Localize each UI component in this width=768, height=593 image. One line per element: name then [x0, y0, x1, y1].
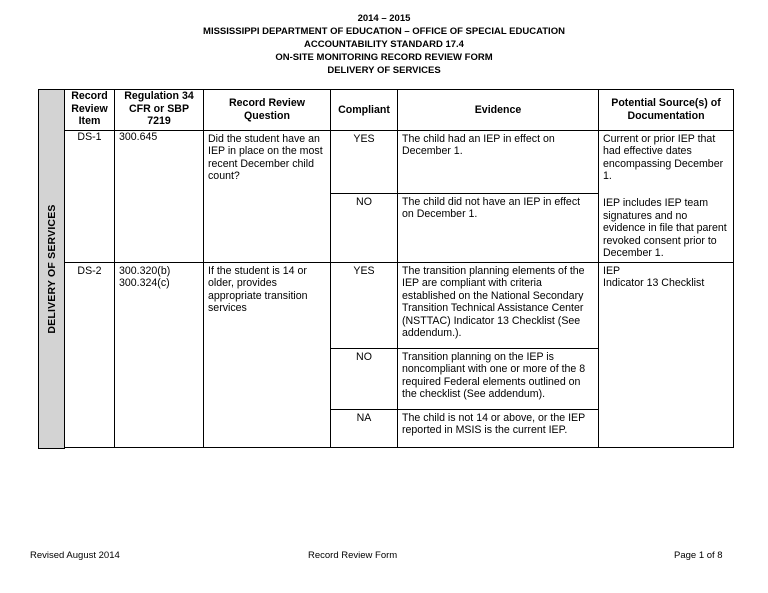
col-header-regulation: Regulation 34 CFR or SBP 7219 [115, 90, 204, 131]
item-id-ds2: DS-2 [65, 262, 115, 447]
footer-revised: Revised August 2014 [30, 550, 120, 561]
record-review-table [38, 89, 734, 449]
evidence-ds1-no: The child did not have an IEP in effect on December 1. [398, 193, 599, 262]
source-ds2 [599, 262, 734, 447]
footer-page-number: Page 1 of 8 [674, 550, 723, 561]
side-section-label [39, 90, 65, 449]
source-ds1-b: IEP includes IEP team signatures and no evidence in file that parent revoked consent prior to December 1. [599, 193, 734, 262]
compliant-ds1-yes: YES [331, 130, 398, 193]
compliant-ds1-no: NO [331, 193, 398, 262]
compliant-ds2-no: NO [331, 348, 398, 409]
header-department: MISSISSIPPI DEPARTMENT OF EDUCATION – OFFICE OF SPECIAL EDUCATION [203, 26, 565, 37]
source-ds2-iep: IEP [603, 264, 621, 277]
header-year: 2014 – 2015 [357, 13, 411, 24]
compliant-ds2-na: NA [331, 409, 398, 447]
evidence-ds1-yes: The child had an IEP in effect on December 1. [398, 130, 599, 193]
compliant-ds2-yes: YES [331, 262, 398, 348]
col-header-record-item: Record Review Item [65, 90, 115, 131]
header-standard: ACCOUNTABILITY STANDARD 17.4 [304, 39, 464, 50]
item-id-ds1: DS-1 [65, 130, 115, 262]
evidence-ds2-yes: The transition planning elements of the IEP are compliant with criteria established on the National Secondary Transition Technical Assistance Center (NSTTAC) Indicator 13 Checklist (See addendum.). [398, 262, 599, 348]
item-question-ds2: If the student is 14 or older, provides appropriate transition services [204, 262, 331, 447]
evidence-ds2-na: The child is not 14 or above, or the IEP reported in MSIS is the current IEP. [398, 409, 599, 447]
item-regulation-ds2: 300.320(b) 300.324(c) [115, 262, 204, 447]
item-regulation-ds1: 300.645 [115, 130, 204, 262]
col-header-evidence: Evidence [398, 90, 599, 131]
document-header [0, 12, 768, 77]
evidence-ds2-no: Transition planning on the IEP is noncompliant with one or more of the 8 required Federal elements outlined on the checklist (See addendum). [398, 348, 599, 409]
col-header-sources: Potential Source(s) of Documentation [599, 90, 734, 131]
header-form-title: ON-SITE MONITORING RECORD REVIEW FORM [275, 52, 493, 63]
header-section: DELIVERY OF SERVICES [327, 65, 441, 76]
col-header-question: Record Review Question [204, 90, 331, 131]
col-header-compliant: Compliant [331, 90, 398, 131]
source-ds1-a: Current or prior IEP that had effective dates encompassing December 1. [599, 130, 734, 193]
footer-form-name: Record Review Form [308, 550, 398, 561]
source-ds2-checklist: Indicator 13 Checklist [603, 277, 705, 289]
side-label-text: DELIVERY OF SERVICES [45, 204, 58, 334]
item-question-ds1: Did the student have an IEP in place on the most recent December child count? [204, 130, 331, 262]
